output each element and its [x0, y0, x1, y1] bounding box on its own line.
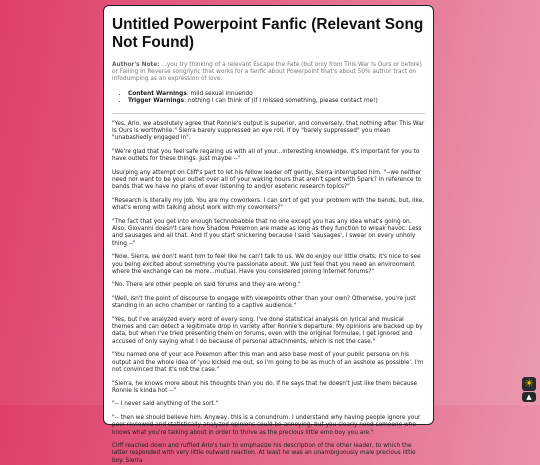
paragraph: "The fact that you get into enough technobabble that no one except you has any idea what's going on. Also, Giovanni doesn't care how Shadow Pokemon are made as long as they function to wreak havoc. Less and sausages and all that. And if you start snickering because I said 'sausages', I swear on every unholy thing --": [112, 219, 422, 247]
paragraph: "Well, isn't the point of discourse to engage with viewpoints other than your own? Otherwise, you're just standing in an echo chamber or ranting to a captive audience.": [112, 296, 416, 310]
trigger-warning: [128, 98, 425, 105]
paragraph: "-- then we should believe him. Anyway, this is a conundrum. I understand why having people ignore your peer-reviewed and statistically analyzed opinions could be annoying, but you clearly need someone who knows what you're talking about in order to thrive as the precious little emo boy you are.": [112, 415, 421, 436]
scroll-top-arrow-icon[interactable]: ▲: [522, 392, 536, 402]
warnings-list: [112, 91, 425, 105]
paragraph: "-- I never said anything of the sort.": [112, 401, 219, 408]
divider: [112, 113, 425, 114]
paragraph: "Sierra, he knows more about his thoughts than you do. If he says that he doesn't just like them because Ronnie is kinda hot --": [112, 380, 418, 394]
authors-note: [112, 62, 425, 84]
content-warning-label: Content Warnings: [128, 90, 187, 97]
paragraph: "Now, Sierra, we don't want him to feel like he can't talk to us. We do enjoy our little chats; it's nice to see you being excited about something you're passionate about. We just feel that you need an environment where the exchange can be more...mutual. Have you considered joining Internet forums?": [112, 254, 421, 275]
authors-note-text: ...you try thinking of a relevant Escape the Fate (but only from This War Is Ours or before) or Falling In Reverse song/lyric that works for a fanfic about Powerpoint that's about 50% author tract on infodumping as an expression of love.: [112, 62, 422, 83]
theme-toggle-sun-icon[interactable]: ☀: [522, 377, 536, 391]
paragraph: "No. There are other people on said forums and they are wrong.": [112, 282, 301, 289]
paragraph: "You named one of your ace Pokemon after this man and also base most of your public persona on his output and the whole idea of 'you kicked me out, so I'm going to be as much of an asshole as possible'. I'm not convinced that it's not the case.": [112, 352, 424, 373]
fanfic-card: [103, 5, 434, 464]
paragraph: "Yes, Arlo, we absolutely agree that Ronnie's output is superior, and conversely, that nothing after This War Is Ours is worthwhile." Sierra barely suppressed an eye roll, if by "barely suppressed" you mean "unabashedly engaged in".: [112, 121, 425, 142]
authors-note-label: Author's Note:: [112, 62, 160, 68]
content-warning-text: : mild sexual innuendo: [186, 90, 253, 97]
paragraph: "We're glad that you feel safe regaling us with all of your...interesting knowledge. It's important for you to have outlets for these things. Just maybe --": [112, 149, 420, 163]
paragraph: "Yes, but I've analyzed every word of every song. I've done statistical analysis on lyrical and musical themes and can detect a legitimate drop in variety after Ronnie's departure. My opinions are backed up by data, but when I've tried presenting them on forums, even with the original formulae, I get ignored and accused of only saying what I do because of personal attachments, which is not the case.": [112, 317, 423, 345]
paragraph: Usurping any attempt on Cliff's part to let his fellow leader off gently, Sierra interrupted him. "--we neither need nor want to be your outlet over all of your waking hours that aren't spent with Spark? In reference to bands that we have no plans of ever listening to and/or esoteric research topics?": [112, 170, 422, 191]
content-warning: [128, 91, 425, 98]
story-body: [112, 121, 425, 465]
trigger-warning-text: : nothing I can think of (if I missed something, please contact me!): [184, 97, 378, 104]
paragraph: Cliff reached down and ruffled Arlo's hair to emphasize his description of the other leader, to which the latter responded with very little outward reaction. At least he was an unambiguously male precious little boy. Sierra: [112, 443, 416, 464]
paragraph: "Research is literally my job. You are my coworkers. I can sort of get your problem with the bands, but, like, what's wrong with talking about work with my coworkers?": [112, 198, 424, 212]
trigger-warning-label: Trigger Warnings: [128, 97, 185, 104]
page-title: Untitled Powerpoint Fanfic (Relevant Song Not Found): [112, 16, 424, 51]
